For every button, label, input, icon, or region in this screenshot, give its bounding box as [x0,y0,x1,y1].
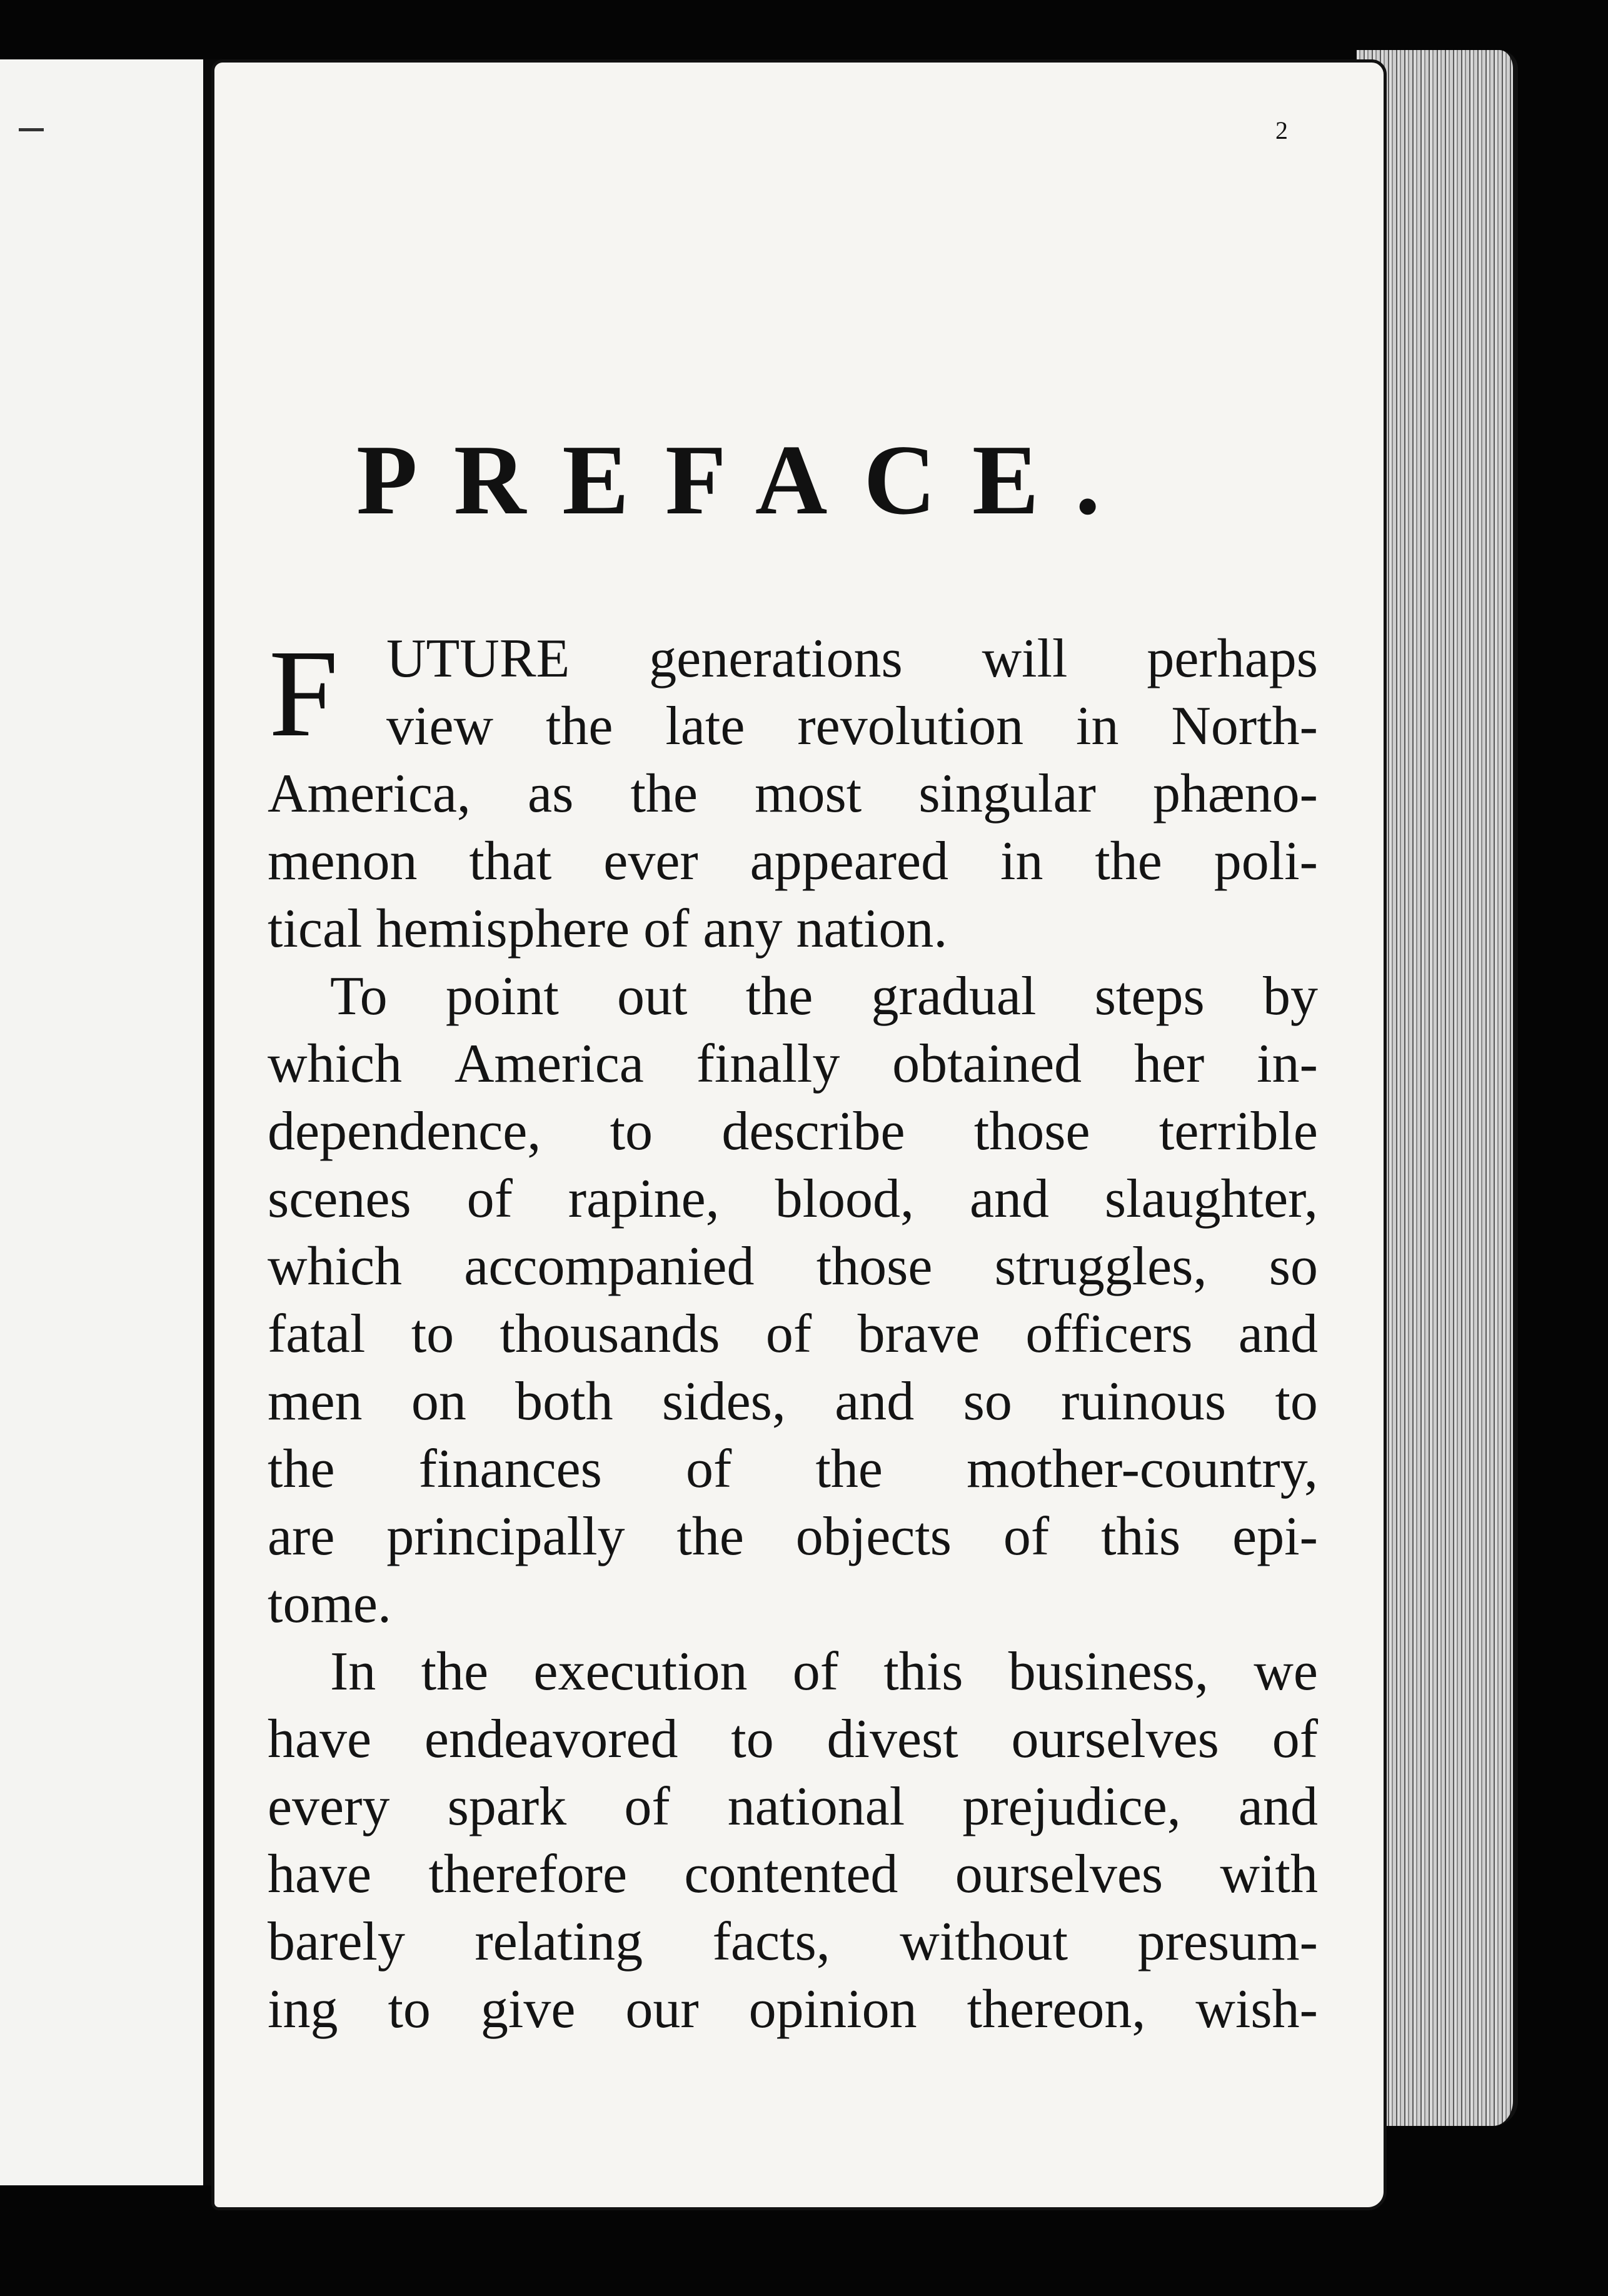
text-line: the finances of the mother-country, [268,1439,1318,1499]
text-line: dependence, to describe those terrible [268,1101,1318,1162]
facing-page [0,59,207,2185]
text-line: scenes of rapine, blood, and slaughter, [268,1169,1318,1229]
page-number: 2 [1275,116,1288,144]
text-line: view the late revolution in North- [386,696,1318,757]
text-line: To point out the gradual steps by [330,966,1318,1027]
text-line: menon that ever appeared in the poli- [268,831,1318,892]
text-line: tome. [268,1574,391,1634]
text-line: have endeavored to divest ourselves of [268,1709,1318,1770]
drop-cap: F [269,625,339,763]
text-line: In the execution of this business, we [330,1641,1318,1702]
preface-text [268,625,1318,2043]
text-line: every spark of national prejudice, and [268,1776,1318,1837]
page-title: PREFACE. [356,424,1137,535]
text-line: which accompanied those struggles, so [268,1236,1318,1297]
text-line: fatal to thousands of brave officers and [268,1304,1318,1364]
margin-mark [19,128,44,131]
text-line: tical hemisphere of any nation. [268,899,948,959]
text-line: ing to give our opinion thereon, wish- [268,1979,1318,2040]
text-line: which America finally obtained her in- [268,1034,1318,1094]
text-line: barely relating facts, without presum- [268,1911,1318,1972]
text-line: men on both sides, and so ruinous to [268,1371,1318,1432]
text-line: UTURE generations will perhaps [386,628,1318,689]
text-line: America, as the most singular phæno- [268,763,1318,824]
text-line: have therefore contented ourselves with [268,1844,1318,1905]
text-line: are principally the objects of this epi- [268,1506,1318,1567]
